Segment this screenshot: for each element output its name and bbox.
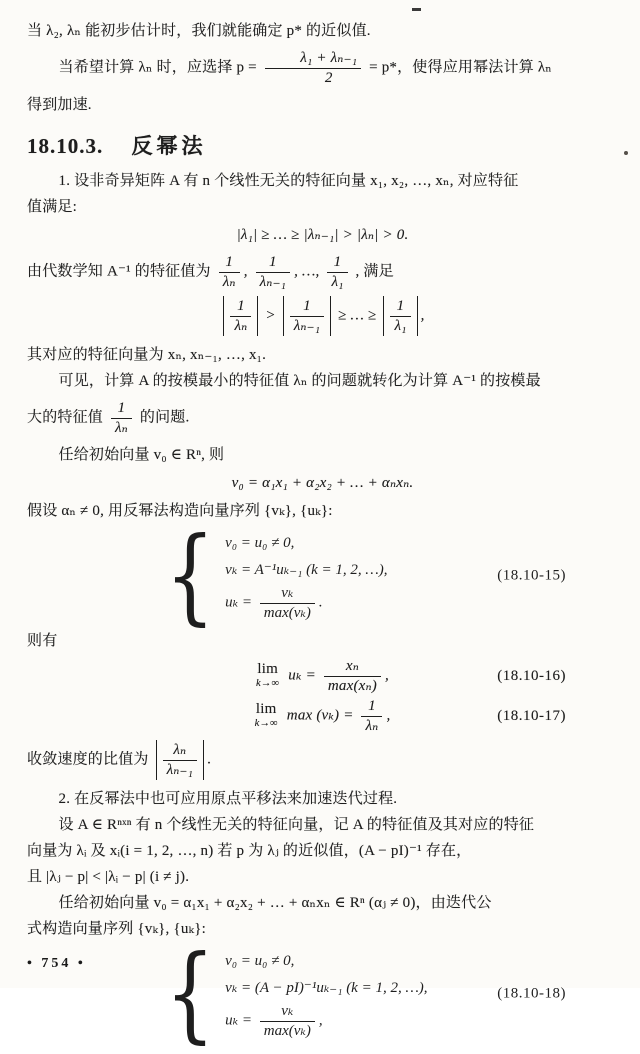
equation-18-10-18: [27, 932, 618, 1054]
equation-lhs: max (vₖ) =: [286, 707, 354, 724]
fraction-numerator: λₙ: [163, 742, 198, 761]
system-line-3: [225, 1003, 427, 1039]
fraction-numerator: 1: [219, 254, 240, 273]
paragraph-2-intro: 2. 在反幂法中也可应用原点平移法来加速迭代过程.: [58, 791, 398, 807]
paragraph-2-line-1: 设 A ∈ Rⁿˣⁿ 有 n 个线性无关的特征向量，记 A 的特征值及其对应的特征: [58, 817, 535, 833]
system-line-2: vₖ = (A − pI)⁻¹uₖ₋₁ (k = 1, 2, …),: [225, 980, 428, 996]
fraction-denominator: λₙ: [222, 273, 236, 290]
convergence-ratio-line: [27, 740, 618, 780]
intro-line-2: [27, 50, 618, 86]
fraction-numerator: 1: [290, 298, 325, 317]
equation-18-10-17: [27, 698, 618, 734]
equation-number: (18.10-18): [497, 985, 566, 1002]
section-title: 反幂法: [131, 134, 207, 158]
limit-fraction: [324, 658, 381, 694]
lim-subscript: k→∞: [254, 718, 278, 730]
equation-tail: ,: [386, 707, 391, 724]
fraction-denominator: λₙ: [114, 419, 128, 436]
convergence-ratio-post: .: [207, 751, 212, 768]
equation-number: (18.10-17): [497, 708, 566, 724]
lim-subscript: k→∞: [256, 678, 280, 690]
kejian-line-2-post: 的问题.: [139, 409, 190, 426]
paragraph-3-line-2: 式构造向量序列 {vₖ}, {uₖ}:: [27, 921, 206, 937]
fraction-numerator: λ₁ + λₙ₋₁: [265, 50, 361, 69]
fraction-denominator: λₙ₋₁: [259, 273, 287, 290]
system-line-1: v₀ = u₀ ≠ 0,: [225, 535, 295, 551]
inverse-eigenvalue-fraction-n1: [256, 254, 291, 290]
equation-18-10-15: [27, 514, 618, 637]
system-lines: [225, 946, 427, 1042]
equation-number: (18.10-15): [497, 567, 566, 584]
convergence-ratio-fraction: [163, 742, 198, 778]
system-line-1: v₀ = u₀ ≠ 0,: [225, 953, 295, 969]
scan-artifact: [624, 151, 628, 155]
equation-tail: ,: [384, 667, 389, 684]
convergence-ratio-pre: 收敛速度的比值为: [27, 751, 149, 768]
scan-artifact: [412, 8, 421, 11]
assumption-line: 假设 αₙ ≠ 0, 用反幂法构造向量序列 {vₖ}, {uₖ}:: [27, 503, 333, 519]
lim-word: lim: [257, 661, 278, 678]
limit-operator: [255, 702, 278, 729]
system-line-3-lhs: uₖ =: [225, 1012, 253, 1029]
relation: ≥ … ≥: [338, 307, 377, 324]
absolute-value: [383, 296, 417, 336]
equation-18-10-16: [27, 658, 618, 694]
system-line-3: [225, 585, 387, 621]
fraction-numerator: 1: [111, 400, 132, 419]
fraction-numerator: vₖ: [260, 1003, 315, 1022]
fraction-denominator: max(xₙ): [327, 677, 377, 694]
intro-line-3: 得到加速.: [27, 97, 92, 113]
section-number: 18.10.3.: [27, 134, 104, 158]
left-brace: {: [165, 932, 215, 1054]
absolute-value: [283, 296, 332, 336]
normalization-fraction: [260, 1003, 315, 1039]
intro-line-2-post: = p*，使得应用幂法计算 λₙ: [369, 59, 553, 76]
section-heading: [27, 130, 618, 160]
inverse-eigenvalue-fraction-1: [327, 254, 347, 290]
fraction-denominator: max(vₖ): [263, 1022, 311, 1039]
then-label: 则有: [27, 633, 58, 649]
fraction-denominator: λₙ₋₁: [293, 317, 321, 334]
fraction-denominator: λₙ: [234, 317, 248, 334]
shift-fraction: [265, 50, 361, 86]
fraction: [390, 298, 410, 334]
paragraph-2-line-3: 且 |λⱼ − p| < |λᵢ − p| (i ≠ j).: [27, 869, 190, 885]
left-brace: {: [165, 514, 215, 637]
fraction-denominator: 2: [324, 69, 333, 86]
fraction-numerator: xₙ: [324, 658, 381, 677]
eigenvector-line: 其对应的特征向量为 xₙ, xₙ₋₁, …, x₁.: [27, 347, 267, 363]
lim-word: lim: [255, 701, 277, 718]
separator: , …,: [294, 263, 320, 280]
fraction-numerator: 1: [327, 254, 347, 273]
equation-tail: ,: [420, 307, 425, 324]
limit-fraction: [361, 698, 382, 734]
algebra-line-post: , 满足: [355, 263, 394, 280]
inverse-eigenvalue-fraction-n: [219, 254, 240, 290]
paragraph-1-line-2: 值满足:: [27, 199, 77, 215]
fraction-denominator: λₙ₋₁: [166, 761, 194, 778]
initial-vector-line: 任给初始向量 v₀ ∈ Rⁿ, 则: [58, 447, 225, 463]
kejian-line-2: [27, 400, 618, 436]
algebra-line-pre: 由代数学知 A⁻¹ 的特征值为: [27, 263, 211, 280]
reciprocal-inequality-equation: [27, 296, 618, 336]
kejian-line-2-pre: 大的特征值: [27, 409, 104, 426]
v0-expansion-equation: v₀ = α₁x₁ + α₂x₂ + … + αₙxₙ.: [231, 475, 414, 491]
fraction: [290, 298, 325, 334]
relation: >: [265, 307, 276, 324]
fraction-numerator: 1: [390, 298, 410, 317]
system-line-3-lhs: uₖ =: [225, 594, 253, 611]
paragraph-2-line-2: 向量为 λᵢ 及 xᵢ(i = 1, 2, …, n) 若 p 为 λⱼ 的近似值，(A − pI)⁻¹ 存在，: [27, 843, 472, 859]
system-line-3-tail: ,: [318, 1012, 323, 1029]
max-eigenvalue-fraction: [111, 400, 132, 436]
separator: ,: [243, 263, 248, 280]
fraction-numerator: vₖ: [260, 585, 315, 604]
intro-line-1: 当 λ₂, λₙ 能初步估计时，我们就能确定 p* 的近似值.: [27, 23, 371, 39]
algebra-line: [27, 254, 618, 290]
equation-lhs: uₖ =: [288, 667, 316, 684]
paragraph-3-line-1: 任给初始向量 v₀ = α₁x₁ + α₂x₂ + … + αₙxₙ ∈ Rⁿ (αⱼ ≠ 0)，由迭代公: [58, 895, 492, 911]
fraction-numerator: 1: [361, 698, 382, 717]
limit-operator: [256, 662, 279, 689]
absolute-value: [156, 740, 205, 780]
paragraph-1-line-1: 1. 设非奇异矩阵 A 有 n 个线性无关的特征向量 x₁, x₂, …, xₙ, 对应特征: [58, 173, 519, 189]
fraction-numerator: 1: [230, 298, 251, 317]
system-line-2: vₖ = A⁻¹uₖ₋₁ (k = 1, 2, …),: [225, 562, 388, 578]
system-line-3-tail: .: [318, 594, 323, 611]
fraction-denominator: λ₁: [394, 317, 407, 334]
equation-number: (18.10-16): [497, 668, 566, 684]
system-lines: [225, 528, 387, 624]
intro-line-2-pre: 当希望计算 λₙ 时，应选择 p =: [58, 59, 257, 76]
normalization-fraction: [260, 585, 315, 621]
eigenvalue-order-equation: |λ₁| ≥ … ≥ |λₙ₋₁| > |λₙ| > 0.: [236, 227, 409, 243]
fraction: [230, 298, 251, 334]
absolute-value: [223, 296, 258, 336]
fraction-numerator: 1: [256, 254, 291, 273]
fraction-denominator: λ₁: [331, 273, 344, 290]
page-number: • 754 •: [27, 956, 86, 971]
kejian-line-1: 可见，计算 A 的按模最小的特征值 λₙ 的问题就转化为计算 A⁻¹ 的按模最: [58, 373, 541, 389]
fraction-denominator: λₙ: [365, 717, 379, 734]
fraction-denominator: max(vₖ): [263, 604, 311, 621]
